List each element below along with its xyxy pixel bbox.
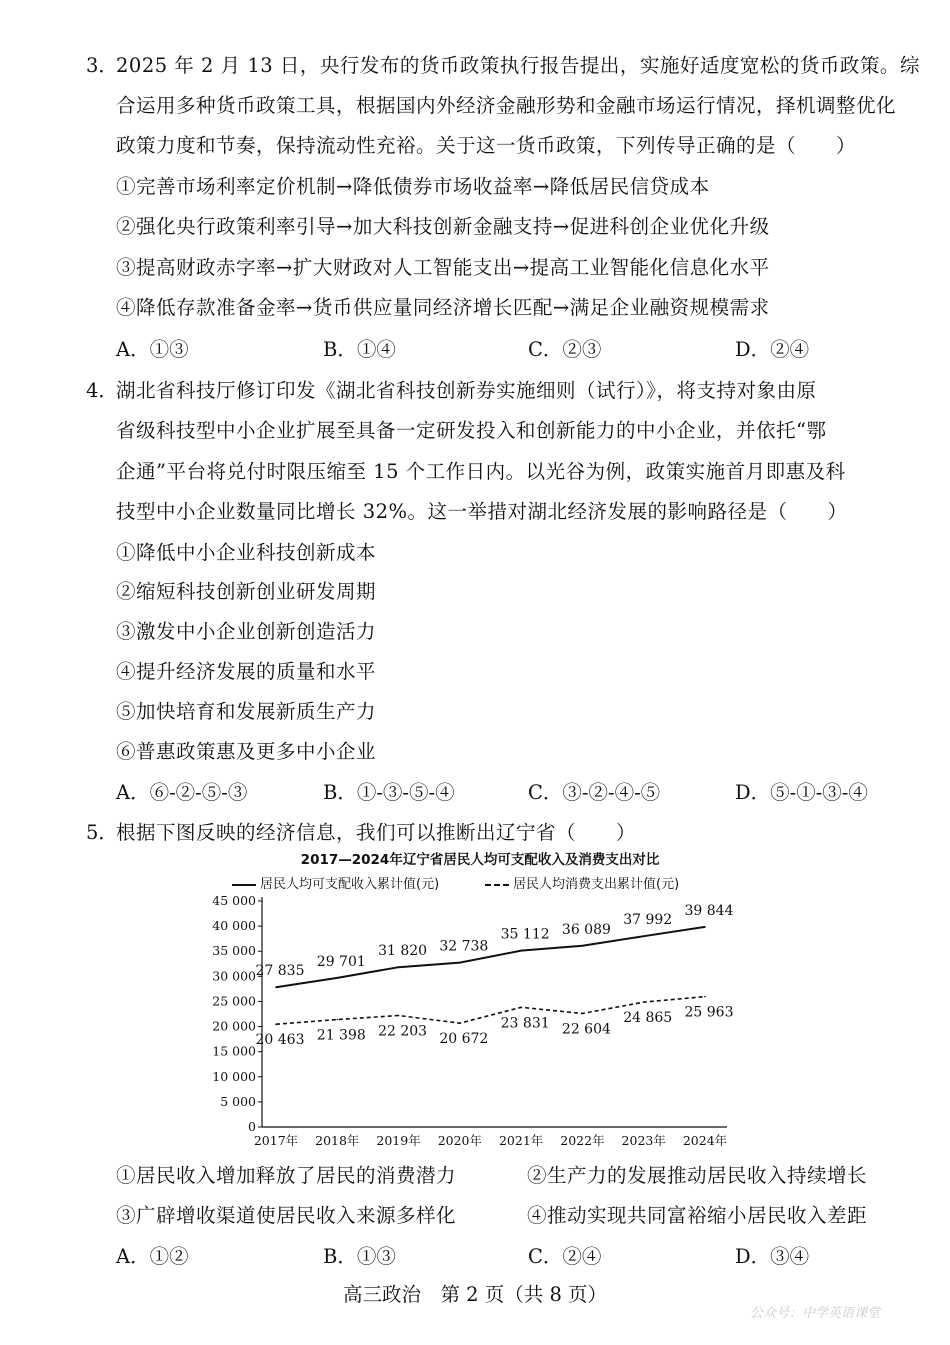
question-3-text-line: 政策力度和节奏，保持流动性充裕。关于这一货币政策，下列传导正确的是（ ） — [116, 134, 857, 157]
question-4-text-line: 湖北省科技厅修订印发《湖北省科技创新券实施细则（试行）》，将支持对象由原 — [116, 379, 817, 402]
question-4-option-d[interactable]: D．⑤-①-③-④ — [735, 781, 868, 804]
question-3-number: 3． — [86, 54, 118, 77]
income-point — [275, 986, 277, 988]
legend-consumption-label: 居民人均消费支出累计值(元) — [513, 877, 680, 892]
consumption-point — [275, 1023, 277, 1025]
question-4-option-a[interactable]: A．⑥-②-⑤-③ — [116, 781, 248, 804]
income-point — [336, 977, 338, 979]
y-tick-label: 40 000 — [212, 918, 256, 934]
consumption-data-label: 22 203 — [378, 1023, 428, 1040]
y-tick-label: 35 000 — [212, 943, 256, 959]
x-tick-label: 2023年 — [621, 1133, 666, 1148]
x-tick-label: 2022年 — [560, 1133, 605, 1148]
income-point — [643, 935, 645, 937]
question-4-text-line: 企通”平台将兑付时限压缩至 15 个工作日内。以光谷为例，政策实施首月即惠及科 — [116, 460, 846, 483]
question-4-text-line: 省级科技型中小企业扩展至具备一定研发投入和创新能力的中小企业，并依托“鄂 — [116, 419, 827, 442]
question-4-item: ⑤加快培育和发展新质生产力 — [116, 700, 377, 723]
y-tick-label: 25 000 — [212, 993, 256, 1009]
y-tick-label: 20 000 — [212, 1018, 256, 1034]
question-5-item: ①居民收入增加释放了居民的消费潜力 — [116, 1164, 457, 1187]
consumption-point — [398, 1015, 400, 1017]
income-data-label: 29 701 — [316, 953, 366, 970]
consumption-data-label: 20 672 — [439, 1031, 489, 1048]
question-4-item: ①降低中小企业科技创新成本 — [116, 541, 377, 564]
question-4-number: 4． — [86, 379, 118, 402]
question-4-option-c[interactable]: C．③-②-④-⑤ — [528, 781, 661, 804]
consumption-point — [336, 1019, 338, 1021]
question-5-number: 5． — [86, 821, 118, 844]
question-3-text-line: 合运用多种货币政策工具，根据国内外经济金融形势和金融市场运行情况，择机调整优化 — [116, 94, 897, 117]
question-4-item: ②缩短科技创新创业研发周期 — [116, 580, 377, 603]
income-point — [582, 945, 584, 947]
consumption-data-label: 23 831 — [500, 1015, 550, 1032]
x-tick-label: 2021年 — [498, 1133, 544, 1148]
consumption-data-label: 21 398 — [316, 1027, 366, 1044]
income-point — [398, 966, 400, 968]
consumption-point — [459, 1022, 461, 1024]
question-3-text-line: 2025 年 2 月 13 日，央行发布的货币政策执行报告提出，实施好适度宽松的货币政策。综 — [116, 54, 920, 77]
y-tick-label: 45 000 — [212, 893, 256, 908]
consumption-data-label: 24 865 — [623, 1010, 673, 1027]
question-3-option-d[interactable]: D．②④ — [735, 338, 810, 361]
x-tick-label: 2024年 — [682, 1133, 728, 1148]
page-footer: 高三政治 第 2 页（共 8 页） — [342, 1283, 608, 1306]
question-5-option-a[interactable]: A．①② — [116, 1245, 189, 1268]
question-5-item: ②生产力的发展推动居民收入持续增长 — [527, 1164, 868, 1187]
question-4-option-b[interactable]: B．①-③-⑤-④ — [323, 781, 455, 804]
income-data-label: 31 820 — [378, 943, 428, 960]
income-point — [459, 962, 461, 964]
income-point — [520, 950, 522, 952]
y-tick-label: 15 000 — [212, 1043, 256, 1059]
x-tick-label: 2018年 — [315, 1133, 360, 1148]
x-tick-label: 2017年 — [253, 1133, 299, 1148]
x-tick-label: 2019年 — [376, 1133, 421, 1148]
question-3-item: ①完善市场利率定价机制→降低债券市场收益率→降低居民信贷成本 — [116, 175, 710, 198]
question-5-item: ③广辟增收渠道使居民收入来源多样化 — [116, 1204, 457, 1227]
income-data-label: 39 844 — [684, 902, 734, 919]
watermark: 公众号：中学英语课堂 — [749, 1306, 880, 1321]
consumption-data-label: 25 963 — [684, 1004, 734, 1021]
question-5-option-b[interactable]: B．①③ — [323, 1245, 396, 1268]
question-3-item: ③提高财政赤字率→扩大财政对人工智能支出→提高工业智能化信息化水平 — [116, 256, 770, 279]
chart-title: 2017—2024年辽宁省居民人均可支配收入及消费支出对比 — [300, 852, 660, 868]
question-3-item: ②强化央行政策利率引导→加大科技创新金融支持→促进科创企业优化升级 — [116, 215, 770, 238]
question-4-item: ⑥普惠政策惠及更多中小企业 — [116, 740, 377, 763]
question-4-text-line: 技型中小企业数量同比增长 32%。这一举措对湖北经济发展的影响路径是（ ） — [116, 500, 848, 523]
income-point — [704, 926, 706, 928]
question-3-option-b[interactable]: B．①④ — [323, 338, 396, 361]
legend-income-label: 居民人均可支配收入累计值(元) — [260, 877, 440, 892]
question-4-item: ③激发中小企业创新创造活力 — [116, 620, 377, 643]
question-5-item: ④推动实现共同富裕缩小居民收入差距 — [527, 1204, 868, 1227]
consumption-point — [582, 1013, 584, 1015]
question-5-option-c[interactable]: C．②④ — [528, 1245, 602, 1268]
consumption-data-label: 20 463 — [255, 1032, 305, 1049]
consumption-point — [520, 1007, 522, 1009]
chart-plot — [200, 845, 760, 1155]
question-5-option-d[interactable]: D．③④ — [735, 1245, 810, 1268]
y-tick-label: 5 000 — [220, 1093, 256, 1109]
question-5-text-line: 根据下图反映的经济信息，我们可以推断出辽宁省（ ） — [116, 821, 637, 844]
income-data-label: 27 835 — [255, 963, 305, 980]
question-4-item: ④提升经济发展的质量和水平 — [116, 660, 377, 683]
y-tick-label: 10 000 — [212, 1068, 256, 1084]
income-data-label: 32 738 — [439, 938, 489, 955]
income-data-label: 35 112 — [500, 926, 550, 943]
consumption-point — [643, 1001, 645, 1003]
y-tick-label: 0 — [248, 1119, 256, 1134]
income-data-label: 37 992 — [623, 912, 673, 929]
question-3-option-a[interactable]: A．①③ — [116, 338, 189, 361]
line-chart — [200, 845, 760, 1155]
consumption-data-label: 22 604 — [561, 1021, 611, 1038]
y-tick-label: 30 000 — [212, 968, 256, 984]
question-3-option-c[interactable]: C．②③ — [528, 338, 602, 361]
x-tick-label: 2020年 — [437, 1133, 483, 1148]
consumption-point — [704, 996, 706, 998]
question-3-item: ④降低存款准备金率→货币供应量同经济增长匹配→满足企业融资规模需求 — [116, 296, 770, 319]
income-data-label: 36 089 — [561, 921, 611, 938]
